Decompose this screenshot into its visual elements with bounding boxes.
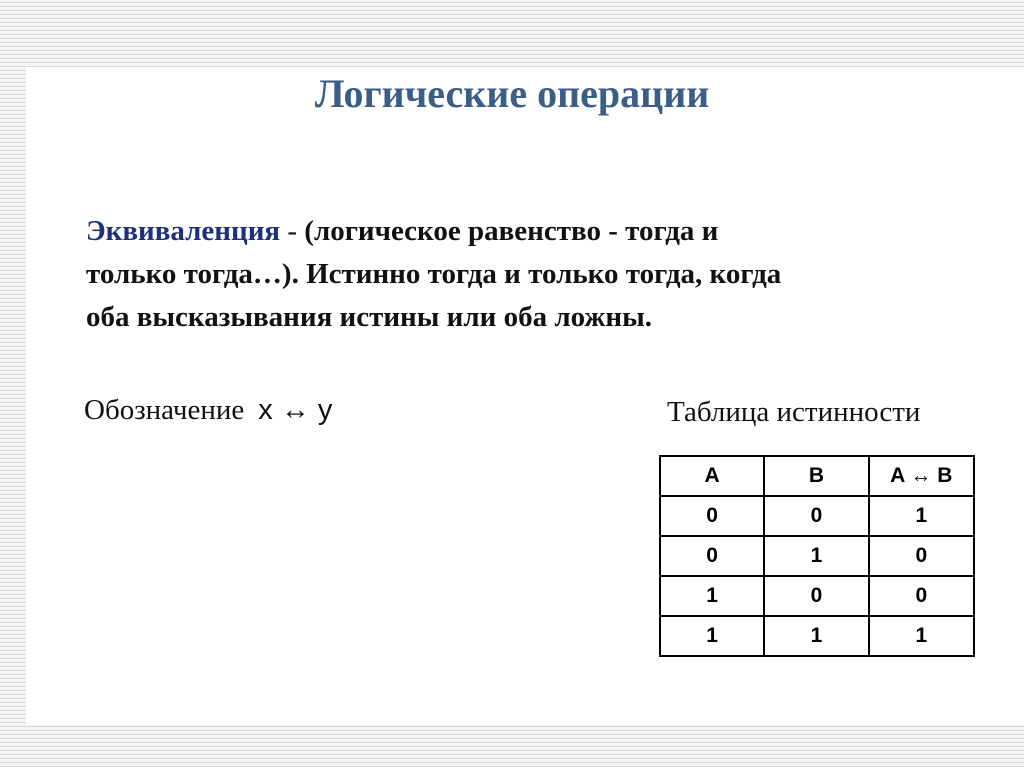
definition-text-line2: только тогда…). Истинно тогда и только тогда, когда — [86, 258, 782, 290]
table-cell: 0 — [764, 576, 868, 616]
definition-term: Эквиваленция — [86, 215, 281, 247]
definition-dash: - — [280, 215, 305, 247]
truth-table-header-b: B — [764, 456, 868, 496]
table-cell: 1 — [764, 616, 868, 656]
table-row — [660, 536, 974, 576]
notation — [84, 394, 332, 427]
truth-table-header-a: A — [660, 456, 764, 496]
notation-label: Обозначение — [84, 394, 245, 426]
truth-table-header-row — [660, 456, 974, 496]
definition-paragraph — [86, 210, 956, 339]
table-row — [660, 496, 974, 536]
notation-expression: x ↔ y — [258, 394, 333, 426]
table-cell: 1 — [869, 616, 974, 656]
table-cell: 1 — [660, 616, 764, 656]
truth-table-caption: Таблица истинности — [667, 396, 921, 428]
table-cell: 0 — [869, 536, 974, 576]
slide-title: Логические операции — [314, 71, 710, 116]
table-cell: 0 — [660, 496, 764, 536]
truth-table-header-result: A ↔ B — [869, 456, 974, 496]
table-cell: 1 — [660, 576, 764, 616]
table-cell: 0 — [660, 536, 764, 576]
table-cell: 0 — [869, 576, 974, 616]
truth-table — [659, 455, 975, 657]
table-cell: 0 — [764, 496, 868, 536]
table-row — [660, 616, 974, 656]
definition-text-line1: (логическое равенство - тогда и — [304, 215, 719, 247]
table-cell: 1 — [764, 536, 868, 576]
definition-text-line3: оба высказывания истины или оба ложны. — [86, 301, 653, 333]
table-row — [660, 576, 974, 616]
table-cell: 1 — [869, 496, 974, 536]
